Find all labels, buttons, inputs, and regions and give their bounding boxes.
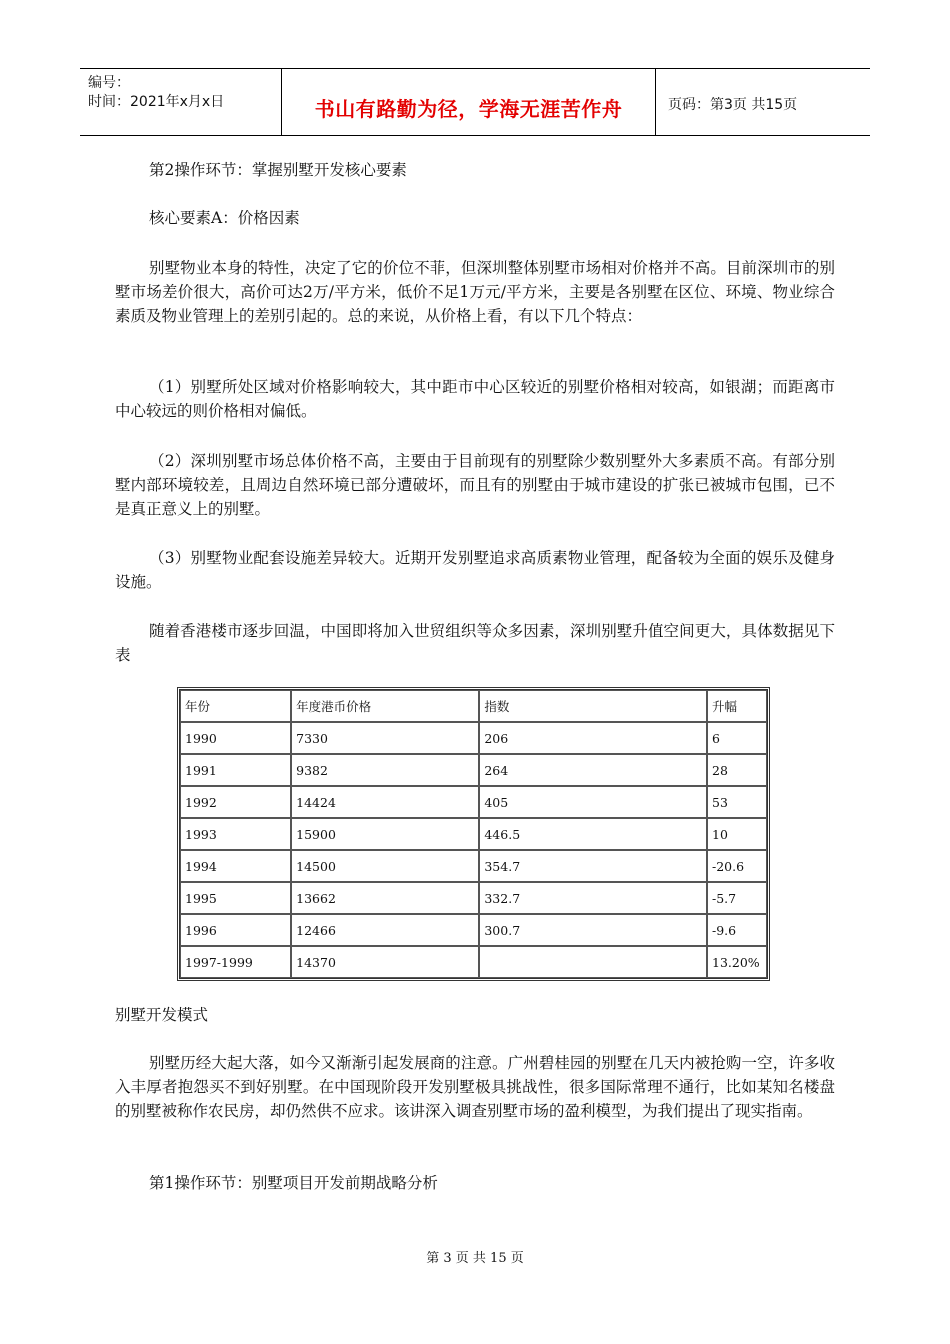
cell-index <box>479 946 707 978</box>
table-row <box>180 946 767 978</box>
cell-increase: 6 <box>707 722 767 754</box>
section-heading-2: 第2操作环节：掌握别墅开发核心要素 <box>149 161 407 179</box>
number-label: 编号： <box>88 75 130 91</box>
cell-year: 1993 <box>180 818 291 850</box>
feature-3-paragraph: （3）别墅物业配套设施差异较大。近期开发别墅追求高质素物业管理，配备较为全面的娱乐及健身设施。 <box>115 549 835 591</box>
cell-increase: -9.6 <box>707 914 767 946</box>
cell-price: 14370 <box>291 946 479 978</box>
cell-increase: -20.6 <box>707 850 767 882</box>
cell-price: 14424 <box>291 786 479 818</box>
table-row <box>180 722 767 754</box>
header-cell-increase: 升幅 <box>707 690 767 722</box>
cell-year: 1996 <box>180 914 291 946</box>
page-header <box>80 68 870 136</box>
table-row <box>180 850 767 882</box>
cell-index: 405 <box>479 786 707 818</box>
table-row <box>180 818 767 850</box>
table-intro-paragraph: 随着香港楼市逐步回温，中国即将加入世贸组织等众多因素，深圳别墅升值空间更大，具体数据见下表 <box>115 622 835 664</box>
cell-increase: 10 <box>707 818 767 850</box>
header-cell-price: 年度港币价格 <box>291 690 479 722</box>
cell-price: 13662 <box>291 882 479 914</box>
development-mode-heading: 别墅开发模式 <box>115 1006 209 1024</box>
cell-price: 15900 <box>291 818 479 850</box>
header-cell-index: 指数 <box>479 690 707 722</box>
motto-text: 书山有路勤为径，学海无涯苦作舟 <box>314 97 623 121</box>
cell-index: 264 <box>479 754 707 786</box>
header-motto-cell <box>282 69 656 135</box>
cell-increase: -5.7 <box>707 882 767 914</box>
cell-index: 446.5 <box>479 818 707 850</box>
core-element-heading: 核心要素A：价格因素 <box>149 209 300 227</box>
cell-year: 1992 <box>180 786 291 818</box>
page-footer: 第 3 页 共 15 页 <box>426 1251 524 1266</box>
cell-index: 332.7 <box>479 882 707 914</box>
table-header-row <box>180 690 767 722</box>
time-label: 时间：2021年x月x日 <box>88 94 225 110</box>
section-heading-1: 第1操作环节：别墅项目开发前期战略分析 <box>149 1174 438 1192</box>
cell-index: 300.7 <box>479 914 707 946</box>
cell-year: 1995 <box>180 882 291 914</box>
cell-price: 9382 <box>291 754 479 786</box>
cell-year: 1994 <box>180 850 291 882</box>
header-cell-year: 年份 <box>180 690 291 722</box>
cell-price: 14500 <box>291 850 479 882</box>
cell-year: 1990 <box>180 722 291 754</box>
cell-index: 354.7 <box>479 850 707 882</box>
cell-price: 7330 <box>291 722 479 754</box>
cell-price: 12466 <box>291 914 479 946</box>
feature-2-paragraph: （2）深圳别墅市场总体价格不高，主要由于目前现有的别墅除少数别墅外大多素质不高。有部分别墅内部环境较差，且周边自然环境已部分遭破坏，而且有的别墅由于城市建设的扩张已被城市包围，已不是真正意义上的别墅。 <box>115 452 835 518</box>
cell-year: 1997-1999 <box>180 946 291 978</box>
page-code: 页码：第3页 共15页 <box>668 97 798 113</box>
feature-1-paragraph: （1）别墅所处区域对价格影响较大，其中距市中心区较近的别墅价格相对较高，如银湖；而距离市中心较远的则价格相对偏低。 <box>115 378 835 420</box>
cell-increase: 28 <box>707 754 767 786</box>
cell-year: 1991 <box>180 754 291 786</box>
price-index-table <box>177 687 770 981</box>
table-row <box>180 914 767 946</box>
header-page-cell <box>656 69 870 135</box>
price-intro-paragraph: 别墅物业本身的特性，决定了它的价位不菲，但深圳整体别墅市场相对价格并不高。目前深圳市的别墅市场差价很大，高价可达2万/平方米，低价不足1万元/平方米，主要是各别墅在区位、环境、物业综合素质及物业管理上的差别引起的。总的来说，从价格上看，有以下几个特点： <box>115 259 835 325</box>
table-row <box>180 786 767 818</box>
cell-index: 206 <box>479 722 707 754</box>
development-mode-paragraph: 别墅历经大起大落，如今又渐渐引起发展商的注意。广州碧桂园的别墅在几天内被抢购一空，许多收入丰厚者抱怨买不到好别墅。在中国现阶段开发别墅极具挑战性，很多国际常理不通行，比如某知名楼盘的别墅被称作农民房，却仍然供不应求。该讲深入调查别墅市场的盈利模型，为我们提出了现实指南。 <box>115 1054 835 1120</box>
cell-increase: 53 <box>707 786 767 818</box>
header-meta <box>80 69 282 135</box>
table-row <box>180 754 767 786</box>
table-row <box>180 882 767 914</box>
cell-increase: 13.20% <box>707 946 767 978</box>
